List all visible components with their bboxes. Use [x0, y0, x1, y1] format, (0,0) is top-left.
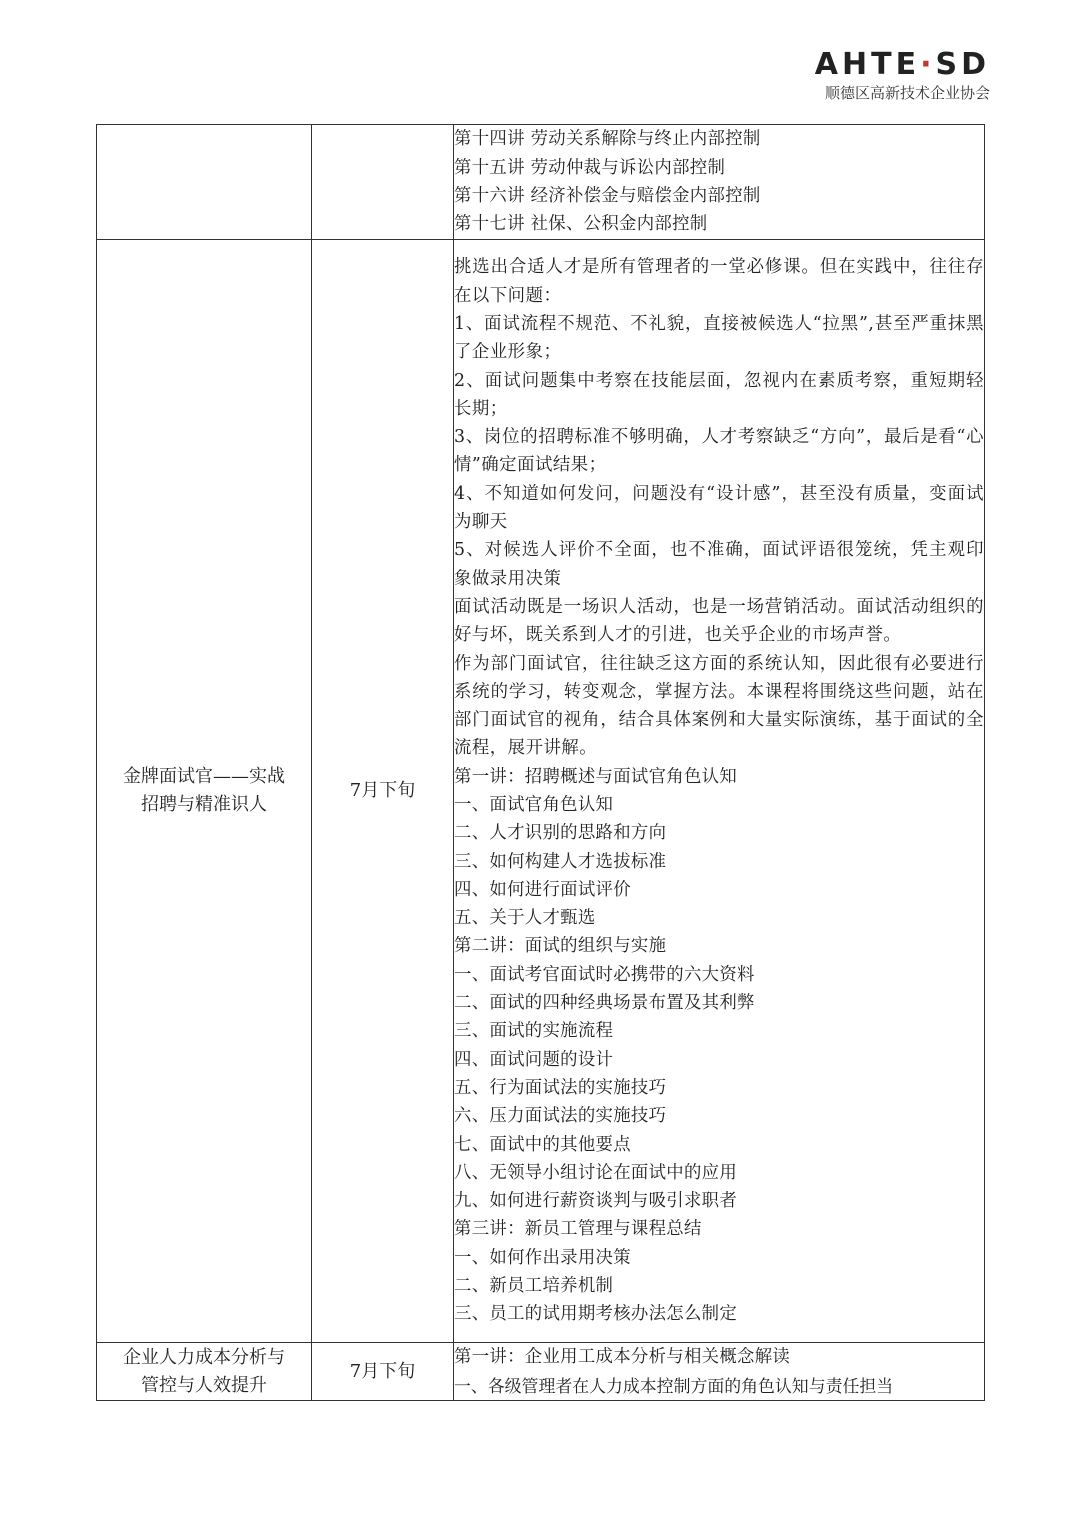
association-logo	[790, 48, 990, 103]
lecture-line: 七、面试中的其他要点	[454, 1134, 631, 1155]
lecture-line: 八、无领导小组讨论在面试中的应用	[454, 1162, 738, 1183]
intro-paragraph: 挑选出合适人才是所有管理者的一堂必修课。但在实践中，往往存在以下问题：	[454, 257, 984, 306]
lecture-line: 五、行为面试法的实施技巧	[454, 1077, 667, 1098]
lecture-heading: 第二讲：面试的组织与实施	[454, 936, 667, 957]
course-name-cell	[97, 240, 312, 1343]
course-name-line: 管控与人效提升	[141, 1374, 267, 1396]
problem-item: 1、面试流程不规范、不礼貌，直接被候选人“拉黑”,甚至严重抹黑了企业形象；	[454, 313, 984, 363]
course-name-line: 金牌面试官——实战	[123, 766, 285, 787]
course-date-cell: 7月下旬	[312, 1343, 454, 1401]
table-row	[97, 240, 985, 1343]
lecture-line: 四、面试问题的设计	[454, 1049, 614, 1070]
lecture-heading: 第一讲：招聘概述与面试官角色认知	[454, 766, 738, 787]
intro-paragraph: 面试活动既是一场识人活动，也是一场营销活动。面试活动组织的好与坏，既关系到人才的引进，也关乎企业的市场声誉。	[454, 596, 984, 646]
intro-paragraph: 作为部门面试官，往往缺乏这方面的系统认知，因此很有必要进行系统的学习，转变观念，掌握方法。本课程将围绕这些问题，站在部门面试官的视角，结合具体案例和大量实际演练，基于面试的全流程，展开讲解。	[454, 653, 984, 759]
lecture-heading: 第一讲：企业用工成本分析与相关概念解读	[454, 1347, 791, 1368]
lecture-line: 第十四讲 劳动关系解除与终止内部控制	[454, 129, 761, 150]
lecture-line: 第十七讲 社保、公积金内部控制	[454, 214, 708, 235]
table-row	[97, 1343, 985, 1401]
lecture-line: 二、人才识别的思路和方向	[454, 823, 667, 844]
lecture-line: 一、各级管理者在人力成本控制方面的角色认知与责任担当	[454, 1375, 894, 1396]
lecture-line: 一、面试考官面试时必携带的六大资料	[454, 964, 755, 985]
logo-mark: AHTE·SD	[814, 47, 990, 82]
course-name-line: 企业人力成本分析与	[123, 1346, 285, 1368]
course-date-cell	[312, 125, 454, 240]
lecture-line: 五、关于人才甄选	[454, 908, 596, 929]
lecture-line: 第十六讲 经济补偿金与赔偿金内部控制	[454, 186, 761, 206]
lecture-line: 三、如何构建人才选拔标准	[454, 851, 667, 872]
problem-item: 3、岗位的招聘标准不够明确，人才考察缺乏“方向”，最后是看“心情”确定面试结果；	[454, 427, 984, 476]
lecture-line: 九、如何进行薪资谈判与吸引求职者	[454, 1191, 738, 1212]
course-date-cell: 7月下旬	[312, 240, 454, 1343]
course-name-cell	[97, 1343, 312, 1401]
problem-item: 5、对候选人评价不全面，也不准确，面试评语很笼统，凭主观印象做录用决策	[454, 540, 984, 589]
lecture-line: 二、新员工培养机制	[454, 1276, 614, 1297]
lecture-line: 一、如何作出录用决策	[454, 1247, 631, 1268]
lecture-line: 一、面试官角色认知	[454, 795, 614, 815]
problem-item: 2、面试问题集中考察在技能层面，忽视内在素质考察，重短期轻长期；	[454, 370, 984, 419]
problem-item: 4、不知道如何发问，问题没有“设计感”，甚至没有质量，变面试为聊天	[454, 483, 984, 533]
lecture-line: 第十五讲 劳动仲裁与诉讼内部控制	[454, 157, 726, 178]
course-name-line: 招聘与精准识人	[141, 794, 267, 815]
course-content-cell	[454, 125, 985, 240]
course-name-cell	[97, 125, 312, 240]
lecture-line: 二、面试的四种经典场景布置及其利弊	[454, 993, 755, 1014]
org-name: 顺德区高新技术企业协会	[824, 84, 990, 102]
course-content-cell	[454, 1343, 985, 1401]
lecture-line: 三、员工的试用期考核办法怎么制定	[454, 1304, 738, 1325]
table-row	[97, 125, 985, 240]
course-content-cell	[454, 240, 985, 1343]
lecture-line: 六、压力面试法的实施技巧	[454, 1106, 667, 1127]
lecture-line: 三、面试的实施流程	[454, 1021, 614, 1042]
course-table	[96, 124, 985, 1401]
lecture-heading: 第三讲：新员工管理与课程总结	[454, 1219, 702, 1240]
lecture-line: 四、如何进行面试评价	[454, 879, 631, 900]
